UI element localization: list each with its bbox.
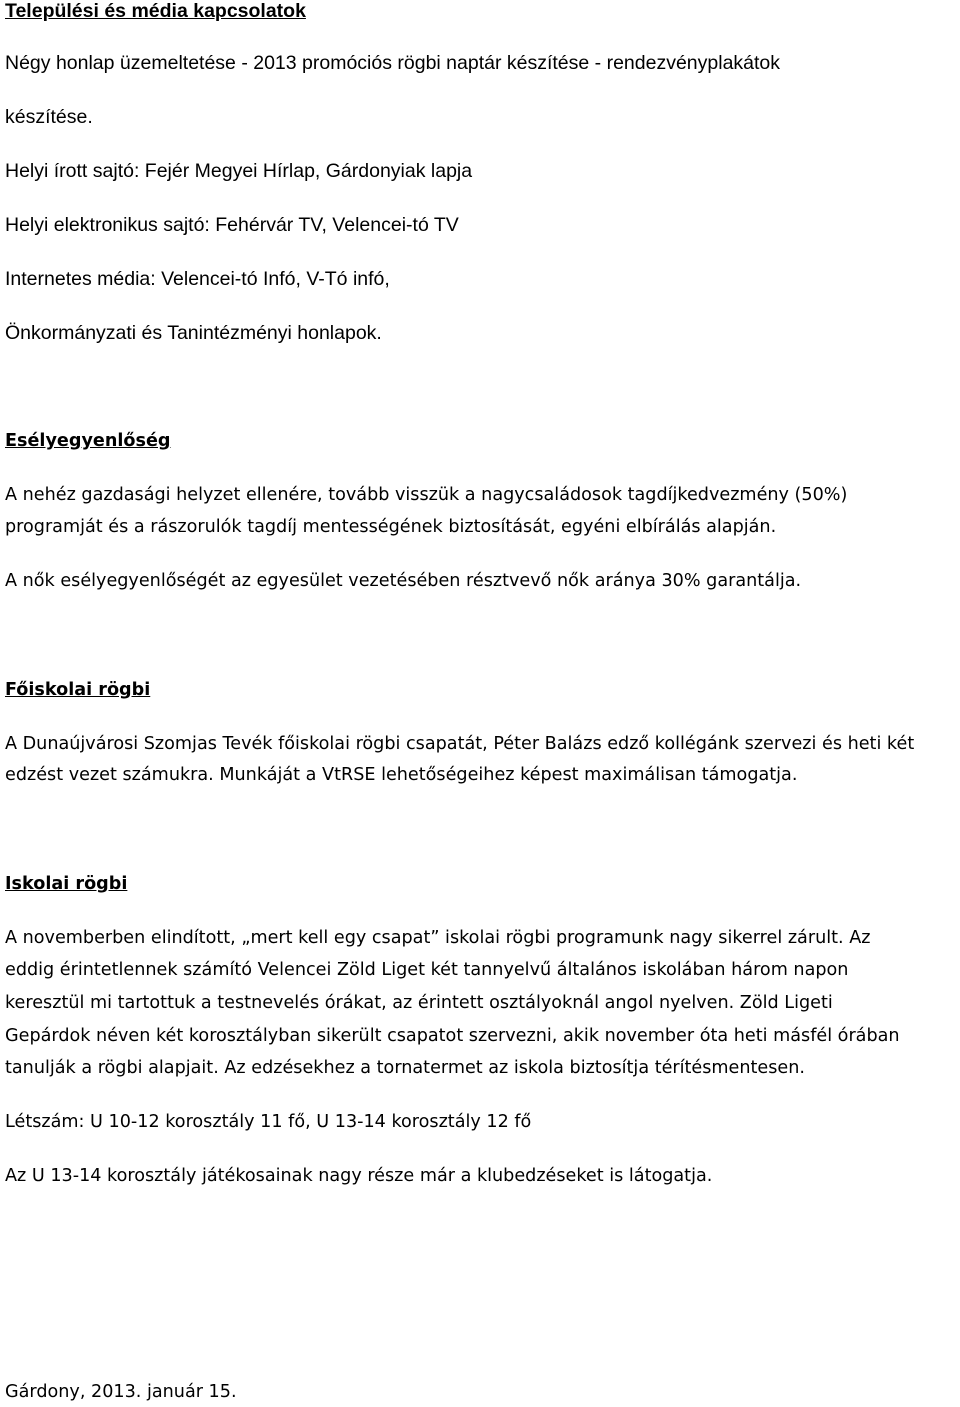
paragraph-line: eddig érintetlennek számító Velencei Zöld Liget két tannyelvű általános iskolában három napon xyxy=(5,960,849,980)
headcount-line: Létszám: U 10-12 korosztály 11 fő, U 13-14 korosztály 12 fő xyxy=(5,1112,532,1132)
paragraph-line: A nők esélyegyenlőségét az egyesület vezetésében résztvevő nők aránya 30% garantálja. xyxy=(5,571,802,591)
paragraph-line: Önkormányzati és Tanintézményi honlapok. xyxy=(5,322,382,344)
paragraph-line: Gepárdok néven két korosztályban sikerült csapatot szervezni, akik november óta heti másfél órában xyxy=(5,1026,900,1046)
paragraph-line: A nehéz gazdasági helyzet ellenére, tovább visszük a nagycsaládosok tagdíjkedvezmény (50%) xyxy=(5,485,848,505)
paragraph-line: Az U 13-14 korosztály játékosainak nagy része már a klubedzéseket is látogatja. xyxy=(5,1166,713,1186)
paragraph-line: keresztül mi tartottuk a testnevelés órákat, az érintett osztályoknál angol nyelven. Zöld Ligeti xyxy=(5,993,833,1013)
paragraph-line: A novemberben elindított, „mert kell egy csapat” iskolai rögbi programunk nagy sikerrel zárult. Az xyxy=(5,928,871,948)
paragraph-line: készítése. xyxy=(5,106,93,128)
paragraph-line: edzést vezet számukra. Munkáját a VtRSE lehetőségeihez képest maximálisan támogatja. xyxy=(5,765,798,785)
paragraph-line: A Dunaújvárosi Szomjas Tevék főiskolai rögbi csapatát, Péter Balázs edző kollégánk szervezi és heti két xyxy=(5,734,915,754)
section-heading-school-rugby: Iskolai rögbi xyxy=(5,874,128,894)
section-heading-media: Települési és média kapcsolatok xyxy=(5,0,306,22)
place-date: Gárdony, 2013. január 15. xyxy=(5,1382,237,1402)
paragraph-line: Helyi írott sajtó: Fejér Megyei Hírlap, Gárdonyiak lapja xyxy=(5,160,473,182)
section-heading-college-rugby: Főiskolai rögbi xyxy=(5,680,151,700)
paragraph-line: Helyi elektronikus sajtó: Fehérvár TV, Velencei-tó TV xyxy=(5,214,459,236)
paragraph-line: Internetes média: Velencei-tó Infó, V-Tó infó, xyxy=(5,268,390,290)
paragraph-line: programját és a rászorulók tagdíj mentességének biztosítását, egyéni elbírálás alapján. xyxy=(5,517,777,537)
paragraph-line: Négy honlap üzemeltetése - 2013 promóciós rögbi naptár készítése - rendezvényplakátok xyxy=(5,52,781,74)
section-heading-equal-opportunity: Esélyegyenlőség xyxy=(5,431,171,451)
paragraph-line: tanulják a rögbi alapjait. Az edzésekhez a tornatermet az iskola biztosítja térítésmentesen. xyxy=(5,1058,805,1078)
